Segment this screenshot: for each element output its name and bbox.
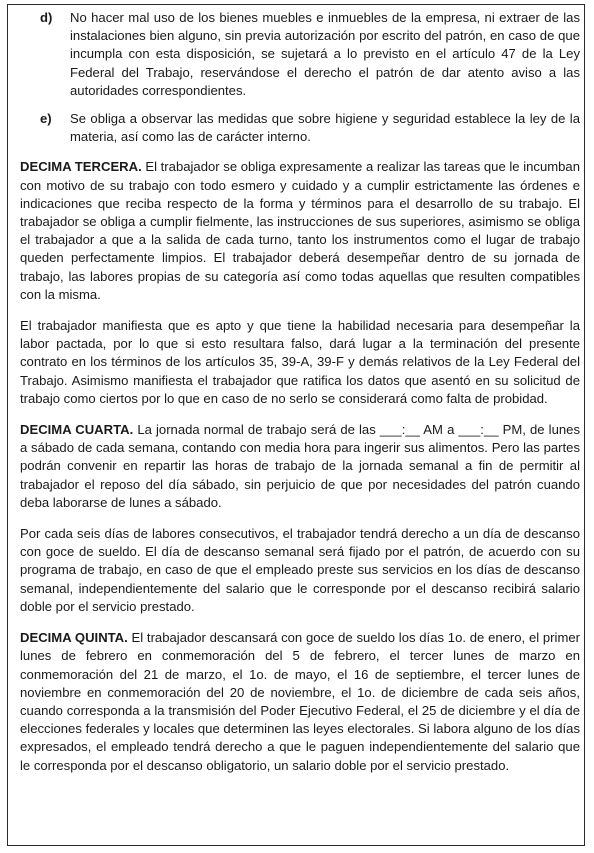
clause-text: El trabajador descansará con goce de sueldo los días 1o. de enero, el primer lunes de febrero en conmemoración del 5 de febrero, el tercer lunes de marzo en conmemoración del 21 de marzo, el 1o. de mayo, el 16 de septiembre, el tercer lunes de noviembre en conmemoración del 20 de noviembre, el 1o. de diciembre de cada seis años, cuando corresponda a la transmisión del Poder Ejecutivo Federal, el 25 de diciembre y el día de elecciones federales y locales que determinen las leyes electorales. Si labora alguno de los días expresados, el empleado tendrá derecho a que le paguen independientemente del salario que le corresponda por el descanso obligatorio, un salario doble por el servicio prestado. <box>20 630 580 773</box>
clause-decima-tercera <box>20 158 580 304</box>
list-item-e <box>20 110 580 146</box>
clause-heading: DECIMA CUARTA. <box>20 422 134 438</box>
clause-text: El trabajador manifiesta que es apto y que tiene la habilidad necesaria para desempeñar la labor pactada, por lo que si esto resultara falso, dará lugar a la terminación del presente contrato en los términos de los artículos 35, 39-A, 39-F y demás relativos de la Ley Federal del Trabajo. Asimismo manifiesta el trabajador que ratifica los datos que asentó en su solicitud de trabajo como ciertos por lo que en caso de no serlo se considerará como falta de probidad. <box>20 318 580 406</box>
clause-heading: DECIMA QUINTA. <box>20 630 128 646</box>
clause-decima-quinta <box>20 629 580 775</box>
list-item-letter: e) <box>40 111 52 127</box>
clause-text: La jornada normal de trabajo será de las ___:__ AM a ___:__ PM, de lunes a sábado de cada semana, contando con media hora para ingerir sus alimentos. Pero las partes podrán convenir en repartir las horas de trabajo de la jornada semanal a fin de permitir al trabajador el reposo del día sábado, sin perjuicio de que por necesidades del patrón cuando deba laborarse de lunes a sábado. <box>20 422 580 510</box>
clause-text: Por cada seis días de labores consecutivos, el trabajador tendrá derecho a un día de descanso con goce de sueldo. El día de descanso semanal será fijado por el patrón, de acuerdo con su programa de trabajo, en caso de que el empleado preste sus servicios en los días de descanso semanal, independientemente del salario que le corresponde por el descanso recibirá salario doble por el servicio prestado. <box>20 526 580 614</box>
document-body <box>20 9 580 788</box>
clause-paragraph <box>20 317 580 408</box>
clause-text: El trabajador se obliga expresamente a realizar las tareas que le incumban con motivo de su trabajo con todo esmero y cuidado y a cumplir estrictamente las órdenes e indicaciones que reciba respecto de la forma y términos para el desarrollo de su trabajo. El trabajador se obliga a cumplir fielmente, las instrucciones de sus superiores, asimismo se obliga el trabajador a que a la salida de cada turno, tanto los instrumentos como el lugar de trabajo queden perfectamente limpios. El trabajador deberá desempeñar dentro de su jornada de trabajo, las labores propias de su categoría así como todas aquellas que resulten compatibles con la misma. <box>20 159 580 302</box>
list-item-text: No hacer mal uso de los bienes muebles e inmuebles de la empresa, ni extraer de las instalaciones bien alguno, sin previa autorización por escrito del patrón, en caso de que incumpla con esta disposición, se sujetará a lo previsto en el artículo 47 de la Ley Federal del Trabajo, reservándose el derecho el patrón de dar atento aviso a las autoridades correspondientes. <box>70 10 580 98</box>
clause-heading: DECIMA TERCERA. <box>20 159 142 175</box>
list-item-text: Se obliga a observar las medidas que sobre higiene y seguridad establece la ley de la materia, así como las de carácter interno. <box>70 111 580 145</box>
list-item-d <box>20 9 580 100</box>
list-item-letter: d) <box>40 10 53 25</box>
clause-decima-cuarta <box>20 421 580 512</box>
clause-paragraph <box>20 525 580 616</box>
